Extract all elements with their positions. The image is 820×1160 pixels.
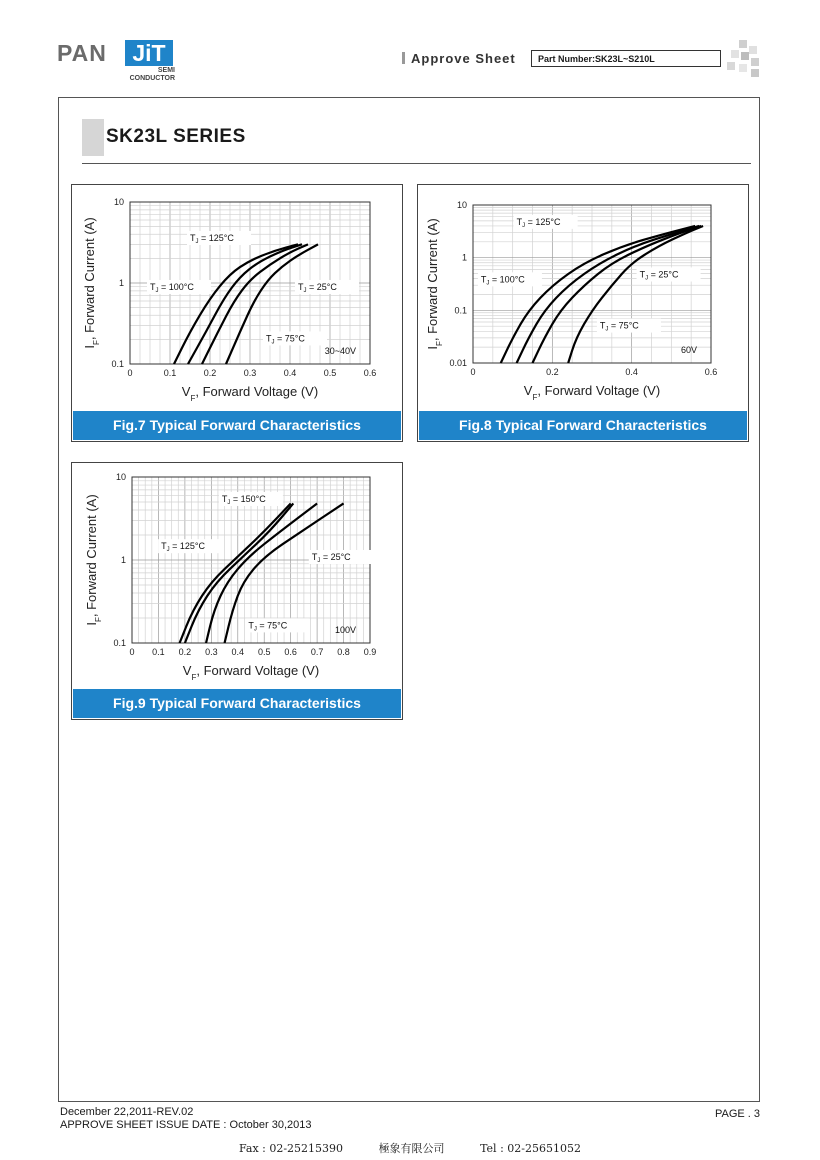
chart-caption-fig7: Fig.7 Typical Forward Characteristics	[73, 411, 401, 440]
x-tick-label: 0.6	[284, 647, 297, 657]
x-axis-symbol: V	[182, 663, 192, 678]
y-tick-label: 1	[120, 555, 126, 565]
curve-label-symbol: T	[311, 552, 318, 562]
chart-caption-fig8: Fig.8 Typical Forward Characteristics	[419, 411, 747, 440]
y-tick-label: 1	[118, 278, 124, 288]
curve-label-text: = 100°C	[158, 281, 194, 292]
curve-label-text: = 125°C	[169, 541, 205, 552]
x-tick-label: 0	[129, 647, 135, 657]
y-axis-symbol: I	[82, 345, 97, 349]
x-axis-title	[182, 384, 318, 403]
x-tick-label: 0.2	[203, 368, 217, 378]
curve-label-sub: J	[605, 326, 609, 333]
curve-label-sub: J	[253, 626, 257, 633]
x-tick-label: 0.4	[283, 368, 297, 378]
footer-tel: Tel : 02-25651052	[480, 1142, 581, 1155]
chart-fig8	[418, 185, 748, 412]
x-axis-symbol: V	[181, 384, 191, 399]
curve-label-sub: J	[645, 275, 649, 282]
x-axis-symbol: V	[523, 383, 533, 398]
y-axis-label-rest: , Forward Current (A)	[82, 217, 97, 341]
x-axis-title	[183, 663, 319, 682]
y-tick-label: 1	[461, 252, 467, 263]
x-tick-label: 0.5	[257, 647, 271, 657]
y-axis-title	[84, 494, 103, 625]
x-axis-label: F	[191, 672, 197, 682]
y-tick-label: 10	[115, 472, 126, 482]
curve-label-sub: J	[195, 239, 199, 246]
curve-label-text: = 125°C	[525, 216, 561, 227]
x-axis-label: F	[190, 393, 196, 403]
curve-label-sub: J	[227, 499, 231, 506]
curve-label-text: = 25°C	[320, 552, 351, 562]
curve-label-symbol: T	[221, 493, 228, 504]
y-tick-label: 0.01	[449, 358, 467, 368]
footer-revision-date: December 22,2011-REV.02	[60, 1106, 194, 1118]
curve-label-sub: J	[317, 558, 321, 564]
series-line	[174, 244, 298, 364]
curve-label-symbol: T	[599, 320, 606, 331]
curve-label-sub: J	[271, 339, 275, 346]
curve-label-sub: J	[155, 287, 159, 294]
curve-label-text: = 75°C	[256, 620, 288, 631]
x-tick-label: 0.2	[178, 647, 192, 657]
y-tick-label: 0.1	[454, 305, 467, 316]
footer-fax: Fax : 02-25215390	[239, 1142, 344, 1155]
voltage-annotation: 30~40V	[324, 346, 356, 356]
x-tick-label: 0.3	[243, 368, 257, 378]
x-tick-label: 0.5	[323, 368, 337, 378]
y-axis-label-rest: , Forward Current (A)	[84, 494, 99, 618]
x-tick-label: 0.1	[152, 647, 165, 657]
chart-panel-fig9	[71, 462, 403, 720]
x-axis-label-rest: , Forward Voltage (V)	[537, 383, 661, 398]
logo-sub-semi: SEMI	[157, 67, 175, 74]
footer-contact	[0, 1140, 820, 1156]
checker-decoration-icon	[725, 40, 761, 78]
x-axis-label-rest: , Forward Voltage (V)	[195, 384, 319, 399]
curve-label-sub: J	[166, 547, 170, 554]
y-axis-title	[425, 218, 444, 349]
x-tick-label: 0.4	[231, 647, 245, 657]
logo-text-pan: PAN	[57, 40, 107, 66]
curve-label-symbol: T	[639, 269, 646, 280]
curve-label-symbol: T	[480, 274, 487, 285]
series-line	[202, 244, 308, 364]
curve-label-text: = 75°C	[608, 320, 639, 331]
x-axis-title	[524, 383, 660, 402]
x-tick-label: 0.2	[546, 367, 559, 377]
y-axis-symbol: I	[425, 346, 440, 350]
curve-label-text: = 75°C	[274, 333, 305, 344]
series-line	[188, 244, 302, 364]
x-tick-label: 0.3	[205, 647, 218, 657]
curve-label-text: = 150°C	[230, 493, 266, 504]
y-axis-label-rest: , Forward Current (A)	[425, 218, 440, 342]
x-tick-label: 0	[127, 368, 133, 378]
curve-label-text: = 25°C	[306, 281, 337, 292]
curve-label-sub: J	[303, 287, 307, 294]
curve-label-text: = 100°C	[489, 274, 525, 285]
chart-fig7	[72, 185, 402, 412]
x-axis-label: F	[532, 392, 538, 402]
y-tick-label: 10	[113, 197, 124, 207]
footer-issue-date: APPROVE SHEET ISSUE DATE : October 30,2013	[60, 1119, 312, 1131]
voltage-annotation: 100V	[334, 625, 356, 635]
curve-label-sub: J	[522, 222, 526, 229]
curve-label-symbol: T	[266, 333, 272, 344]
x-axis-label-rest: , Forward Voltage (V)	[196, 663, 320, 678]
chart-panel-fig8	[417, 184, 749, 442]
logo-sub-conductor: CONDUCTOR	[129, 75, 175, 82]
x-tick-label: 0.6	[363, 368, 377, 378]
y-axis-symbol: I	[84, 622, 99, 626]
x-tick-label: 0.6	[704, 367, 718, 377]
y-axis-label: F	[93, 617, 103, 623]
x-tick-label: 0.7	[310, 647, 324, 657]
chart-panel-fig7	[71, 184, 403, 442]
approve-sheet-text: Approve Sheet	[411, 51, 516, 66]
approve-sheet-label	[402, 51, 516, 66]
voltage-annotation: 60V	[680, 345, 697, 355]
series-title: SK23L SERIES	[106, 126, 246, 147]
y-tick-label: 0.1	[111, 359, 124, 369]
y-axis-title	[82, 217, 101, 348]
curve-label-symbol: T	[150, 281, 156, 292]
footer-page-number: PAGE . 3	[715, 1108, 761, 1120]
approve-bar-icon	[402, 52, 405, 64]
curve-label-symbol: T	[161, 541, 167, 552]
curve-label-text: = 125°C	[198, 233, 234, 244]
curve-label-symbol: T	[298, 281, 304, 292]
y-axis-label: F	[91, 340, 101, 346]
x-tick-label: 0.9	[363, 647, 377, 657]
panjit-logo	[57, 40, 177, 86]
part-number-box: Part Number:SK23L~S210L	[531, 50, 721, 67]
curve-label-sub: J	[486, 280, 490, 287]
x-tick-label: 0.1	[163, 368, 177, 378]
logo-subtitle	[121, 67, 175, 83]
curve-label-symbol: T	[190, 233, 196, 244]
footer-company: 極象有限公司	[378, 1142, 445, 1155]
title-divider	[82, 163, 751, 164]
title-accent-block	[82, 119, 104, 156]
logo-text-jit: JiT	[125, 40, 173, 66]
curve-label-symbol: T	[516, 216, 523, 227]
y-tick-label: 10	[456, 200, 467, 210]
curve-label-text: = 25°C	[648, 269, 679, 280]
curve-label-symbol: T	[248, 620, 254, 631]
y-tick-label: 0.1	[113, 638, 126, 648]
y-axis-label: F	[434, 341, 444, 347]
chart-fig9	[72, 463, 402, 690]
x-tick-label: 0.8	[337, 647, 350, 657]
x-tick-label: 0	[470, 367, 476, 377]
x-tick-label: 0.4	[625, 367, 638, 377]
chart-caption-fig9: Fig.9 Typical Forward Characteristics	[73, 689, 401, 718]
